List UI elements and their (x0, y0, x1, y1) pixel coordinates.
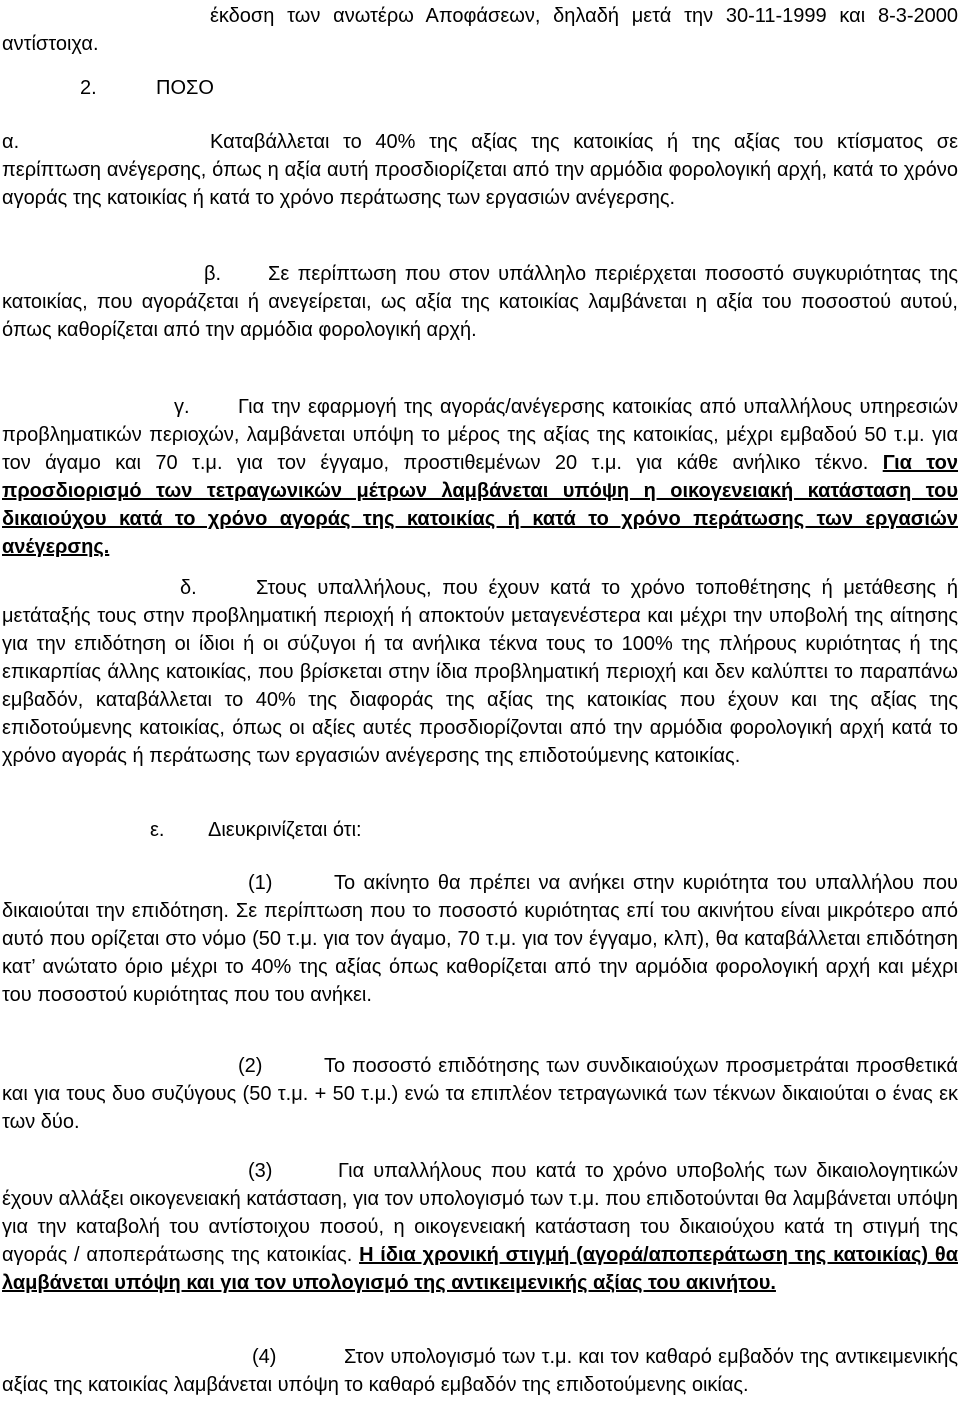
item-c-paragraph (2, 393, 958, 561)
item-d-label: δ. (180, 577, 197, 599)
section-title: ΠΟΣΟ (156, 77, 214, 99)
item-b-label: β. (204, 263, 222, 285)
item-a-paragraph (2, 128, 958, 212)
subitem-4-paragraph (2, 1343, 958, 1399)
item-d-paragraph (2, 574, 958, 770)
item-e-text: Διευκρινίζεται ότι: (208, 819, 362, 841)
subitem-1-label: (1) (248, 872, 273, 894)
subitem-4-text: Στον υπολογισμό των τ.μ. και τον καθαρό εμβαδόν της αντικειμενικής αξίας της κατοικίας λαμβάνεται υπόψη το καθαρό εμβαδόν της επιδοτούμενης οικίας. (2, 1346, 958, 1396)
subitem-3-paragraph (2, 1157, 958, 1297)
section-heading (80, 74, 214, 102)
section-number: 2. (80, 77, 97, 99)
item-b-text: Σε περίπτωση που στον υπάλληλο περιέρχεται ποσοστό συγκυριότητας της κατοικίας, που αγοράζεται ή ανεγείρεται, ως αξία της κατοικίας λαμβάνεται η αξία του ποσοστού αυτού, όπως καθορίζεται από την αρμόδια φορολογική αρχή. (2, 263, 958, 341)
subitem-3-label: (3) (248, 1160, 273, 1182)
item-d-text: Στους υπαλλήλους, που έχουν κατά το χρόνο τοποθέτησης ή μετάθεσης ή μετάταξής τους στην προβληματική περιοχή ή αποκτούν μεταγενέστερα και μέχρι την υποβολή της αίτησης για την επιδότηση οι ίδιοι ή οι σύζυγοι ή τα ανήλικα τέκνα τους το 100% της πλήρους κυριότητας ή της επικαρπίας άλλης κατοικίας, που βρίσκεται στην ίδια προβληματική περιοχή και δεν καλύπτει το παραπάνω εμβαδόν, καταβάλλεται το 40% της διαφοράς της αξίας της κατοικίας που έχουν και της αξίας της επιδοτούμενης κατοικίας, όπως οι αξίες αυτές προσδιορίζονται από την αρμόδια φορολογική αρχή κατά το χρόνο αγοράς ή περάτωσης των εργασιών ανέγερσης της επιδοτούμενης κατοικίας. (2, 577, 958, 767)
intro-text: έκδοση των ανωτέρω Αποφάσεων, δηλαδή μετά την 30-11-1999 και 8-3-2000 αντίστοιχα. (2, 5, 958, 55)
subitem-2-label: (2) (238, 1055, 263, 1077)
item-b-paragraph (2, 260, 958, 344)
item-c-label: γ. (174, 396, 190, 418)
subitem-1-text: Το ακίνητο θα πρέπει να ανήκει στην κυριότητα του υπαλλήλου που δικαιούται την επιδότηση. Σε περίπτωση που το ποσοστό κυριότητας επί του ακινήτου είναι μικρότερο από αυτό που ορίζεται στο νόμο (50 τ.μ. για τον άγαμο, 70 τ.μ. για τον έγγαμο, κλπ), θα καταβάλλεται επιδότηση κατ’ ανώτατο όριο μέχρι το 40% της αξίας όπως καθορίζεται από την αρμόδια φορολογική αρχή και μέχρι του ποσοστού κυριότητας που του ανήκει. (2, 872, 958, 1006)
item-e-label: ε. (150, 819, 165, 841)
item-a-text: Καταβάλλεται το 40% της αξίας της κατοικίας ή της αξίας του κτίσματος σε περίπτωση ανέγερσης, όπως η αξία αυτή προσδιορίζεται από την αρμόδια φορολογική αρχή, κατά το χρόνο αγοράς της κατοικίας ή κατά το χρόνο περάτωσης των εργασιών ανέγερσης. (2, 131, 958, 209)
item-c-text: Για την εφαρμογή της αγοράς/ανέγερσης κατοικίας από υπαλλήλους υπηρεσιών προβληματικών περιοχών, λαμβάνεται υπόψη το μέρος της αξίας της κατοικίας, μέχρι εμβαδού 50 τ.μ. για τον άγαμο και 70 τ.μ. για τον έγγαμο, προστιθεμένων 20 τ.μ. για κάθε ανήλικο τέκνο. (2, 396, 958, 474)
intro-paragraph (2, 2, 958, 58)
item-c-bold-text: Για τον προσδιορισμό των τετραγωνικών μέτρων λαμβάνεται υπόψη η οικογενειακή κατάσταση του δικαιούχου κατά το χρόνο αγοράς της κατοικίας ή κατά το χρόνο περάτωσης των εργασιών ανέγερσης. (2, 452, 959, 558)
item-a-label: α. (2, 131, 20, 153)
subitem-1-paragraph (2, 869, 958, 1009)
subitem-2-text: Το ποσοστό επιδότησης των συνδικαιούχων προσμετράται προσθετικά και για τους δυο συζύγους (50 τ.μ. + 50 τ.μ.) ενώ τα επιπλέον τετραγωνικά των τέκνων δικαιούται ο ένας εκ των δύο. (2, 1055, 958, 1133)
subitem-2-paragraph (2, 1052, 958, 1136)
subitem-3-text: Για υπαλλήλους που κατά το χρόνο υποβολής των δικαιολογητικών έχουν αλλάξει οικογενειακή κατάσταση, για τον υπολογισμό των τ.μ. που επιδοτούνται θα λαμβάνεται υπόψη για την καταβολή του αντίστοιχου ποσού, η οικογενειακή κατάσταση του δικαιούχου κατά τη στιγμή της αγοράς / αποπεράτωσης της κατοικίας. (2, 1160, 958, 1266)
subitem-4-label: (4) (252, 1346, 277, 1368)
item-e-paragraph (2, 816, 958, 844)
subitem-3-bold-text: Η ίδια χρονική στιγμή (αγορά/αποπεράτωση της κατοικίας) θα λαμβάνεται υπόψη και για τον υπολογισμό της αντικειμενικής αξίας του ακινήτου. (2, 1244, 958, 1294)
